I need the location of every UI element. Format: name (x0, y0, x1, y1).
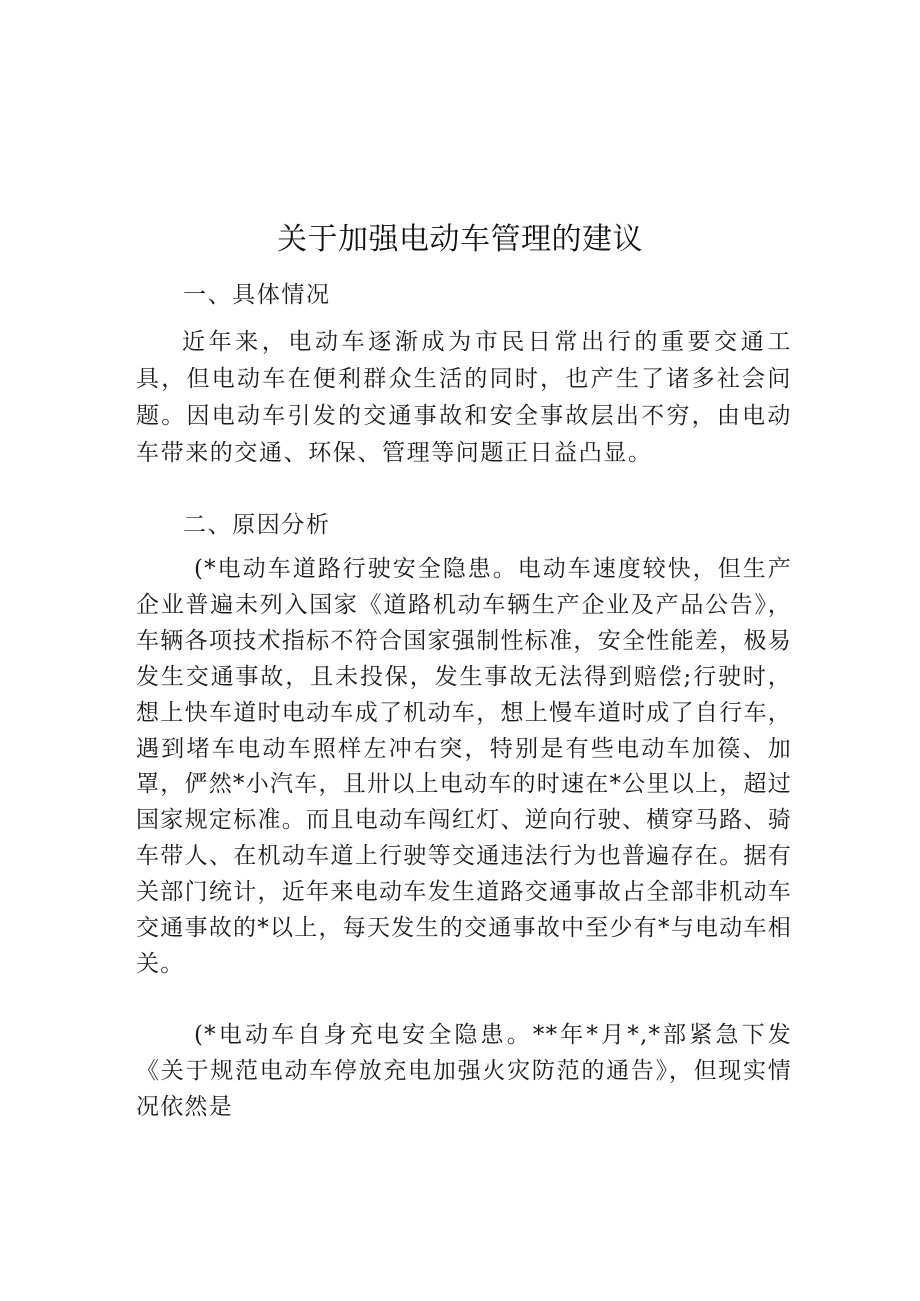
section-heading-specific-situation: 一、具体情况 (183, 282, 331, 308)
section-paragraph-road-safety-hazard: (*电动车道路行驶安全隐患。电动车速度较快，但生产企业普遍未列入国家《道路机动车辆生产企业及产品公告》，车辆各项技术指标不符合国家强制性标准，安全性能差，极易发生交通事故，且未投保，发生事故无法得到赔偿;行驶时，想上快车道时电动车成了机动车，想上慢车道时成了自行车，遇到堵车电动车照样左冲右突，特别是有些电动车加篌、加罩，俨然*小汽车，且卅以上电动车的时速在*公里以上，超过国家规定标准。而且电动车闯红灯、逆向行驶、横穿马路、骑车带人、在机动车道上行驶等交通违法行为也普遍存在。据有关部门统计，近年来电动车发生道路交通事故占全部非机动车交通事故的*以上，每天发生的交通事故中至少有*与电动车相关。 (136, 556, 792, 977)
document-title: 关于加强电动车管理的建议 (277, 222, 643, 257)
section-heading-cause-analysis: 二、原因分析 (183, 512, 331, 538)
section-paragraph-charging-safety-hazard: (*电动车自身充电安全隐患。**年*月*,*部紧急下发《关于规范电动车停放充电加强火灾防范的通告》，但现实情况依然是 (136, 1022, 792, 1120)
section-paragraph-specific-situation: 近年来，电动车逐渐成为市民日常出行的重要交通工具，但电动车在便利群众生活的同时，也产生了诸多社会问题。因电动车引发的交通事故和安全事故层出不穷，由电动车带来的交通、环保、管理等问题正日益凸显。 (136, 329, 792, 466)
